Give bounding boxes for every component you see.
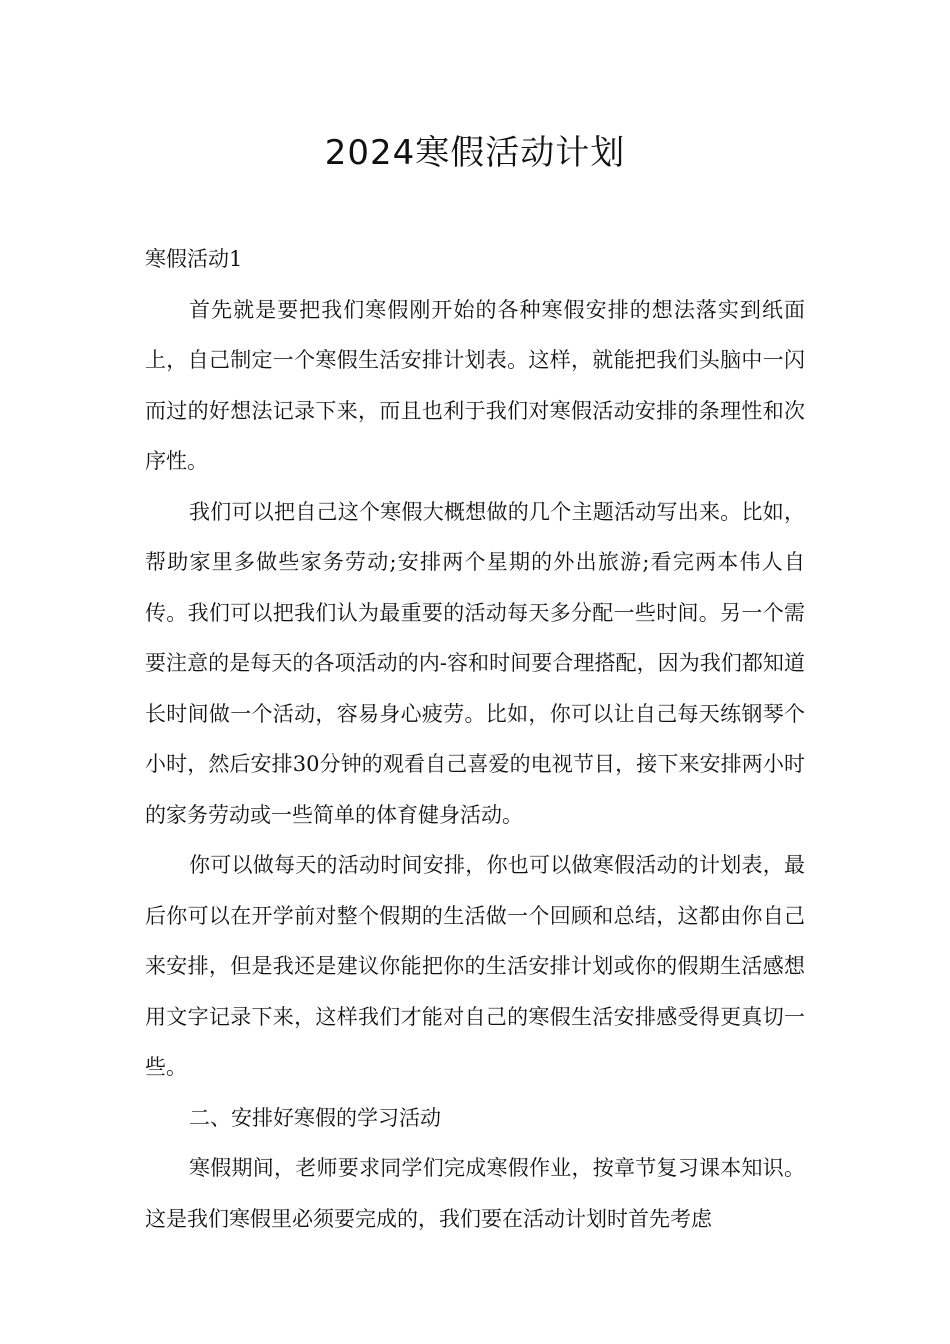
- paragraph-4: 寒假期间，老师要求同学们完成寒假作业，按章节复习课本知识。这是我们寒假里必须要完成的，我们要在活动计划时首先考虑: [145, 1156, 805, 1231]
- paragraph-3: 你可以做每天的活动时间安排，你也可以做寒假活动的计划表，最后你可以在开学前对整个假期的生活做一个回顾和总结，这都由你自己来安排，但是我还是建议你能把你的生活安排计划或你的假期生活感想用文字记录下来，这样我们才能对自己的寒假生活安排感受得更真切一些。: [145, 853, 805, 1079]
- document-title: 2024寒假活动计划: [324, 133, 626, 173]
- document-body: [145, 234, 805, 1244]
- paragraph-2: 我们可以把自己这个寒假大概想做的几个主题活动写出来。比如，帮助家里多做些家务劳动;安排两个星期的外出旅游;看完两本伟人自传。我们可以把我们认为最重要的活动每天多分配一些时间。另一个需要注意的是每天的各项活动的内-容和时间要合理搭配，因为我们都知道长时间做一个活动，容易身心疲劳。比如，你可以让自己每天练钢琴个小时，然后安排30分钟的观看自己喜爱的电视节目，接下来安排两小时的家务劳动或一些简单的体育健身活动。: [145, 499, 805, 827]
- paragraph-1: 首先就是要把我们寒假刚开始的各种寒假安排的想法落实到纸面上，自己制定一个寒假生活安排计划表。这样，就能把我们头脑中一闪而过的好想法记录下来，而且也利于我们对寒假活动安排的条理性和次序性。: [145, 297, 805, 473]
- section-heading-study: 二、安排好寒假的学习活动: [189, 1105, 441, 1130]
- section-label: 寒假活动1: [145, 247, 243, 271]
